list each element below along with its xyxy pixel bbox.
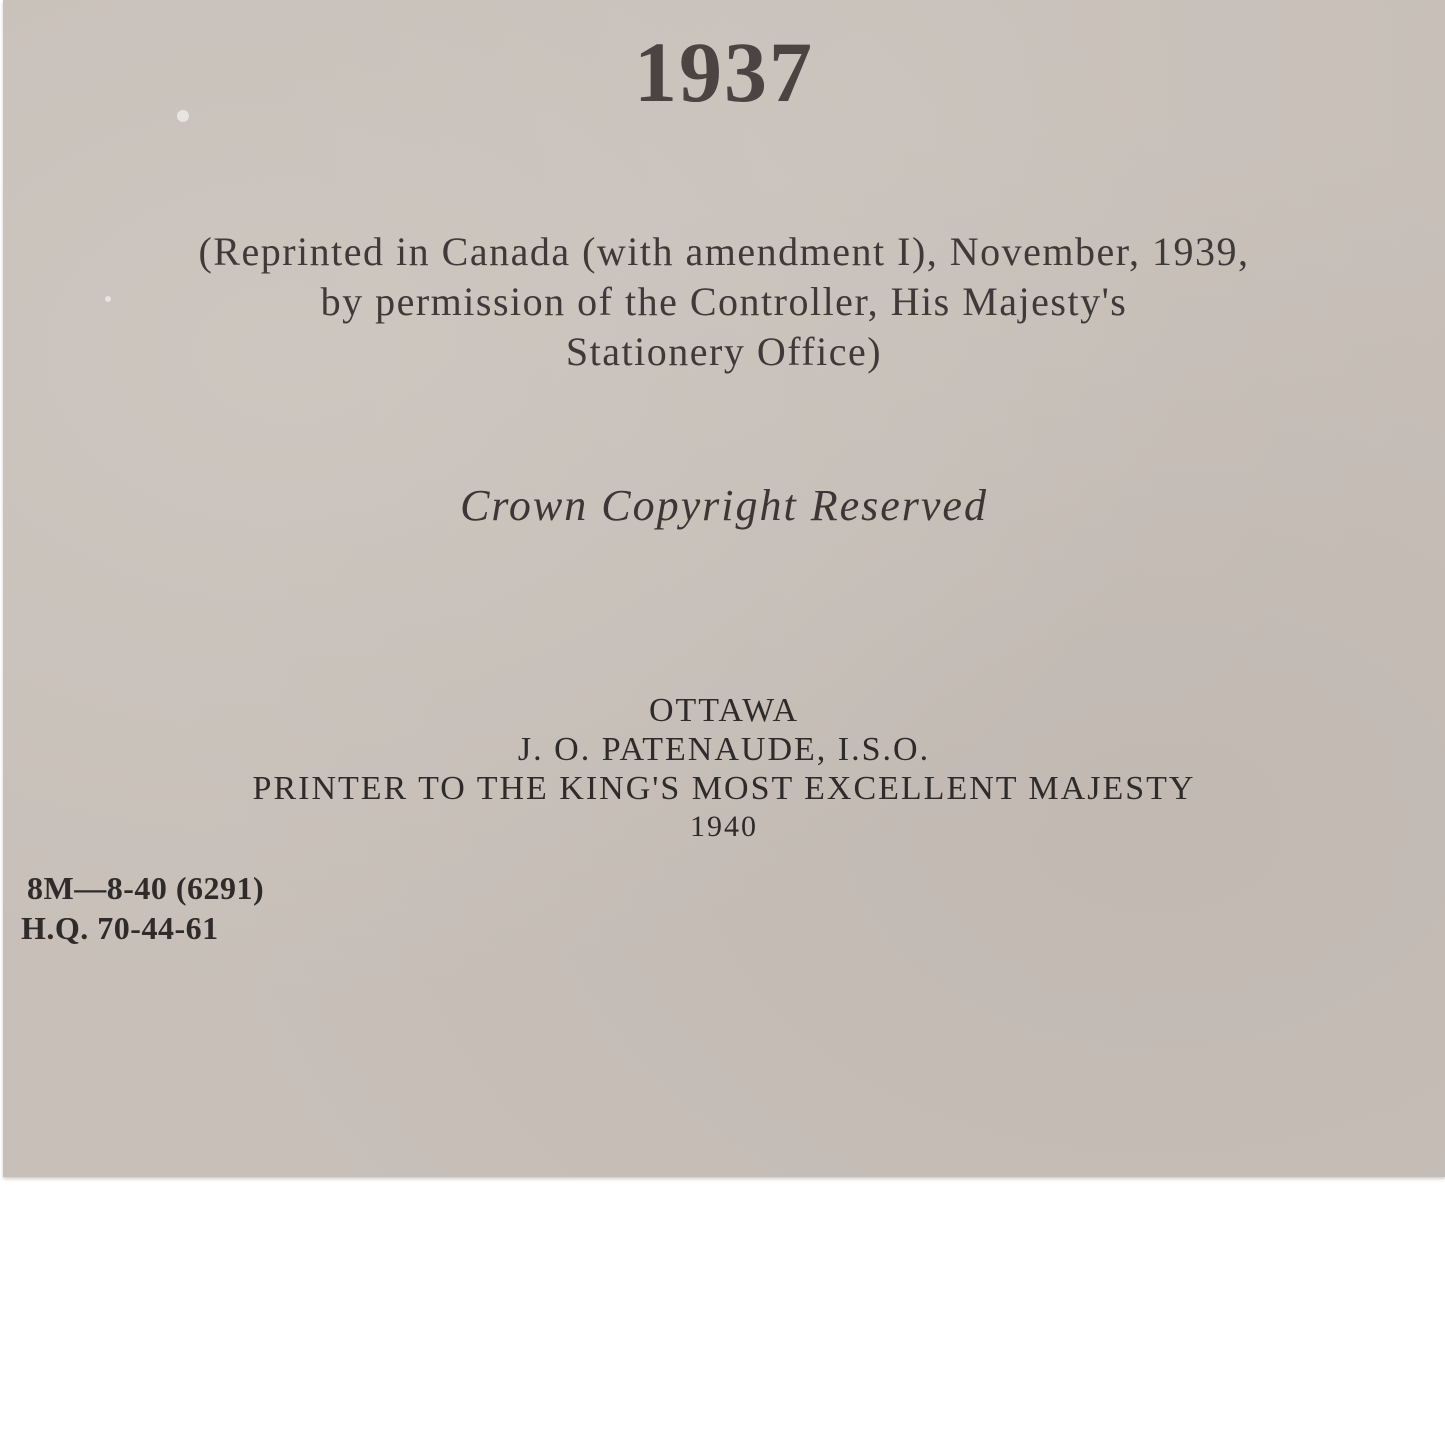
imprint-title: PRINTER TO THE KING'S MOST EXCELLENT MAJESTY bbox=[252, 770, 1196, 807]
copyright-notice: Crown Copyright Reserved bbox=[460, 481, 988, 530]
reprint-line-3: Stationery Office) bbox=[565, 329, 883, 374]
imprint-year: 1940 bbox=[690, 810, 758, 843]
paper-sheet bbox=[3, 0, 1445, 1177]
document-year: 1937 bbox=[634, 24, 814, 120]
print-code: 8M—8-40 (6291) bbox=[27, 870, 265, 906]
hq-code: H.Q. 70-44-61 bbox=[21, 910, 219, 946]
reprint-line-1: (Reprinted in Canada (with amendment I), November, 1939, bbox=[198, 229, 1250, 274]
imprint-city: OTTAWA bbox=[648, 692, 800, 729]
imprint-printer: J. O. PATENAUDE, I.S.O. bbox=[517, 731, 931, 768]
reprint-line-2: by permission of the Controller, His Majesty's bbox=[320, 279, 1128, 324]
